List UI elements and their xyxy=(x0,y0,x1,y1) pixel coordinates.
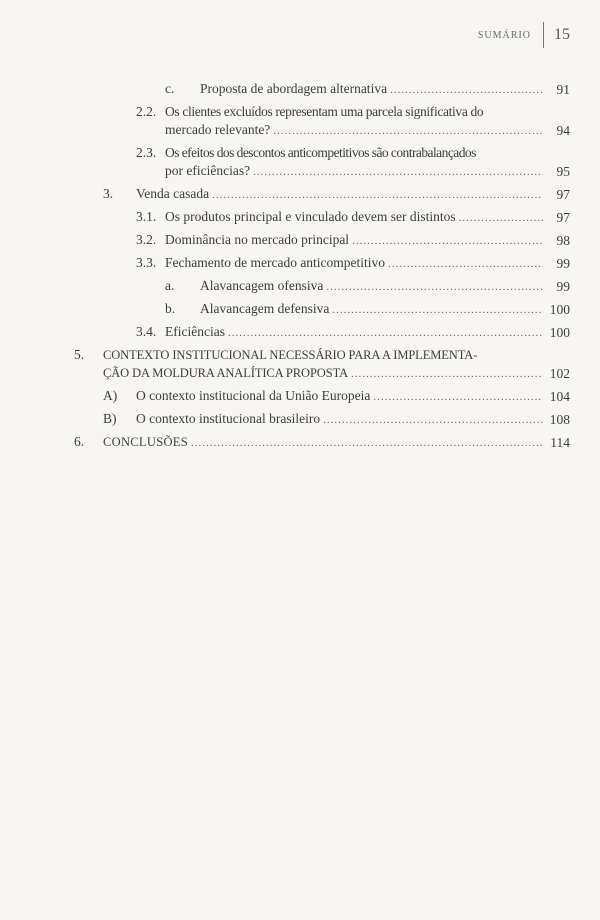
toc-entry xyxy=(0,254,600,273)
toc-entry-number: 2.3. xyxy=(136,145,157,160)
toc-entry-number: 3. xyxy=(103,186,114,201)
toc-entry xyxy=(0,80,600,99)
toc-entry-number: a. xyxy=(165,278,175,293)
toc-entry-title: CONTEXTO INSTITUCIONAL NECESSÁRIO PARA A IMPLEMENTA- xyxy=(103,348,478,362)
toc-entry-page: 99 xyxy=(556,279,570,294)
running-title: SUMÁRIO xyxy=(477,29,531,41)
dot-leader xyxy=(373,388,543,406)
toc-entry-title: Fechamento de mercado anticompetitivo xyxy=(165,255,386,270)
toc-entry-number: 2.2. xyxy=(136,104,157,119)
toc-entry-page: 91 xyxy=(556,82,570,97)
toc-entry-page: 97 xyxy=(556,187,570,202)
toc-entry-number: A) xyxy=(103,388,118,403)
toc-entry xyxy=(0,103,600,140)
toc-entry-page: 100 xyxy=(549,325,570,340)
toc-entry xyxy=(0,300,600,319)
toc-entry-number: 3.4. xyxy=(136,324,157,339)
dot-leader xyxy=(352,232,543,250)
dot-leader xyxy=(388,255,543,273)
toc-entry-title-cont: por eficiências? xyxy=(165,163,251,178)
toc-entry-page: 94 xyxy=(556,123,570,138)
toc-entry-page: 97 xyxy=(556,210,570,225)
toc-entry-title: Os clientes excluídos representam uma parcela significativa do xyxy=(165,104,484,119)
toc-entry-page: 95 xyxy=(556,164,570,179)
toc-entry xyxy=(0,144,600,181)
table-of-contents xyxy=(0,80,600,456)
toc-entry xyxy=(0,231,600,250)
toc-entry xyxy=(0,185,600,204)
toc-entry-number: c. xyxy=(165,81,175,96)
dot-leader xyxy=(228,324,543,342)
page-number: 15 xyxy=(554,26,570,43)
toc-entry-title-cont: ÇÃO DA MOLDURA ANALÍTICA PROPOSTA xyxy=(103,366,349,380)
toc-entry-title: Dominância no mercado principal xyxy=(165,232,350,247)
toc-entry xyxy=(0,208,600,227)
toc-entry-number: 3.3. xyxy=(136,255,157,270)
dot-leader xyxy=(273,122,543,140)
toc-entry-page: 100 xyxy=(549,302,570,317)
toc-entry-title: Alavancagem defensiva xyxy=(200,301,330,316)
dot-leader xyxy=(191,434,543,452)
header-divider xyxy=(543,22,544,48)
toc-entry-page: 99 xyxy=(556,256,570,271)
toc-entry xyxy=(0,323,600,342)
dot-leader xyxy=(390,81,543,99)
toc-entry-title: O contexto institucional brasileiro xyxy=(136,411,321,426)
toc-entry-title: Venda casada xyxy=(136,186,210,201)
toc-entry xyxy=(0,277,600,296)
toc-entry-title-cont: mercado relevante? xyxy=(165,122,271,137)
toc-entry-page: 108 xyxy=(549,412,570,427)
dot-leader xyxy=(212,186,543,204)
running-header xyxy=(478,22,570,48)
toc-entry-number: B) xyxy=(103,411,117,426)
dot-leader xyxy=(253,163,543,181)
toc-entry xyxy=(0,346,600,383)
dot-leader xyxy=(326,278,543,296)
dot-leader xyxy=(332,301,543,319)
toc-entry-page: 114 xyxy=(550,435,570,450)
toc-entry-number: 3.2. xyxy=(136,232,157,247)
toc-entry-title: CONCLUSÕES xyxy=(103,435,188,449)
toc-entry-title: Alavancagem ofensiva xyxy=(200,278,324,293)
toc-entry-title: Eficiências xyxy=(165,324,225,339)
dot-leader xyxy=(323,411,543,429)
toc-entry-title: O contexto institucional da União Europeia xyxy=(136,388,371,403)
toc-entry xyxy=(0,433,600,452)
toc-entry-number: 6. xyxy=(74,434,85,449)
toc-entry xyxy=(0,410,600,429)
toc-entry-page: 102 xyxy=(549,366,570,381)
toc-entry-number: 3.1. xyxy=(136,209,157,224)
dot-leader xyxy=(459,209,543,227)
toc-entry-page: 98 xyxy=(556,233,570,248)
toc-entry-number: 5. xyxy=(74,347,85,362)
dot-leader xyxy=(351,365,543,383)
toc-entry-title: Proposta de abordagem alternativa xyxy=(200,81,388,96)
toc-entry xyxy=(0,387,600,406)
toc-entry-title: Os produtos principal e vinculado devem ser distintos xyxy=(165,209,456,224)
toc-entry-page: 104 xyxy=(549,389,570,404)
toc-entry-title: Os efeitos dos descontos anticompetitivos são contrabalançados xyxy=(165,145,476,160)
toc-entry-number: b. xyxy=(165,301,176,316)
